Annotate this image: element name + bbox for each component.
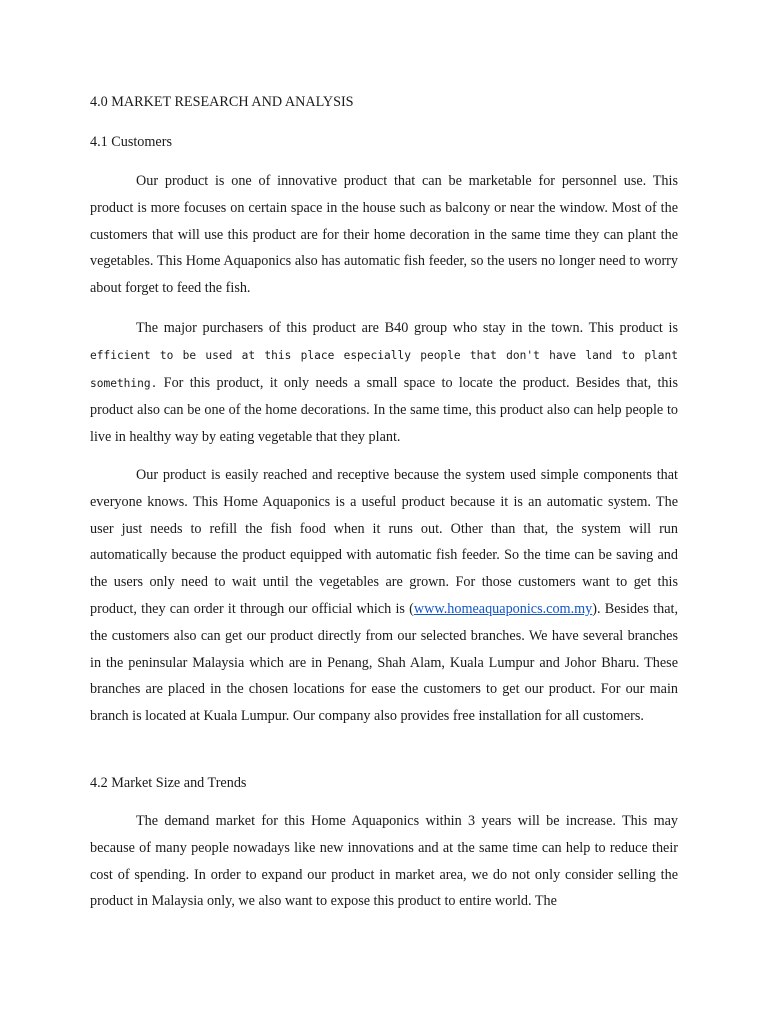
subsection-title-customers: 4.1 Customers [90,134,172,150]
paragraph-customers-2 [90,315,678,451]
paragraph-text: For this product, it only needs a small space to locate the product. Besides that, this product also can be one of the home decorations. In the same time, this product also can help people to live in healthy way by eating vegetable that they plant. [90,374,678,446]
section-title: 4.0 MARKET RESEARCH AND ANALYSIS [90,94,354,110]
paragraph-market-size: The demand market for this Home Aquaponics within 3 years will be increase. This may because of many people nowadays like new innovations and at the same time can help to reduce their cost of spending. In order to expand our product in market area, we do not only consider selling the product in Malaysia only, we also want to expose this product to entire world. The [90,813,678,910]
website-link[interactable]: www.homeaquaponics.com.my [413,600,593,617]
paragraph-customers-3 [90,462,678,730]
paragraph-text: Our product is easily reached and receptive because the system used simple components that everyone knows. This Home Aquaponics is a useful product because it is an automatic system. The user just needs to refill the fish food when it runs out. Other than that, the system will run automatically because the product equipped with automatic fish feeder. So the time can be saving and the users only need to wait until the vegetables are grown. For those customers want to get this product, they can order it through our official which is ( [90,467,678,617]
paragraph-customers-1: Our product is one of innovative product that can be marketable for personnel use. This product is more focuses on certain space in the house such as balcony or near the window. Most of the customers that will use this product are for their home decoration in the same time they can plant the vegetables. This Home Aquaponics also has automatic fish feeder, so the users no longer need to worry about forget to feed the fish. [90,173,678,297]
paragraph-text: ). Besides that, the customers also can get our product directly from our selected branches. We have several branches in the peninsular Malaysia which are in Penang, Shah Alam, Kuala Lumpur and Johor Bharu. These branches are placed in the chosen locations for ease the customers to get our product. For our main branch is located at Kuala Lumpur. Our company also provides free installation for all customers. [90,600,678,725]
subsection-title-market-size: 4.2 Market Size and Trends [90,775,247,791]
paragraph-text: The major purchasers of this product are B40 group who stay in the town. This product is [136,320,678,336]
paragraph-text-mono-run: efficient to be used at this place especially people that don't have land to plant something. [90,348,678,390]
